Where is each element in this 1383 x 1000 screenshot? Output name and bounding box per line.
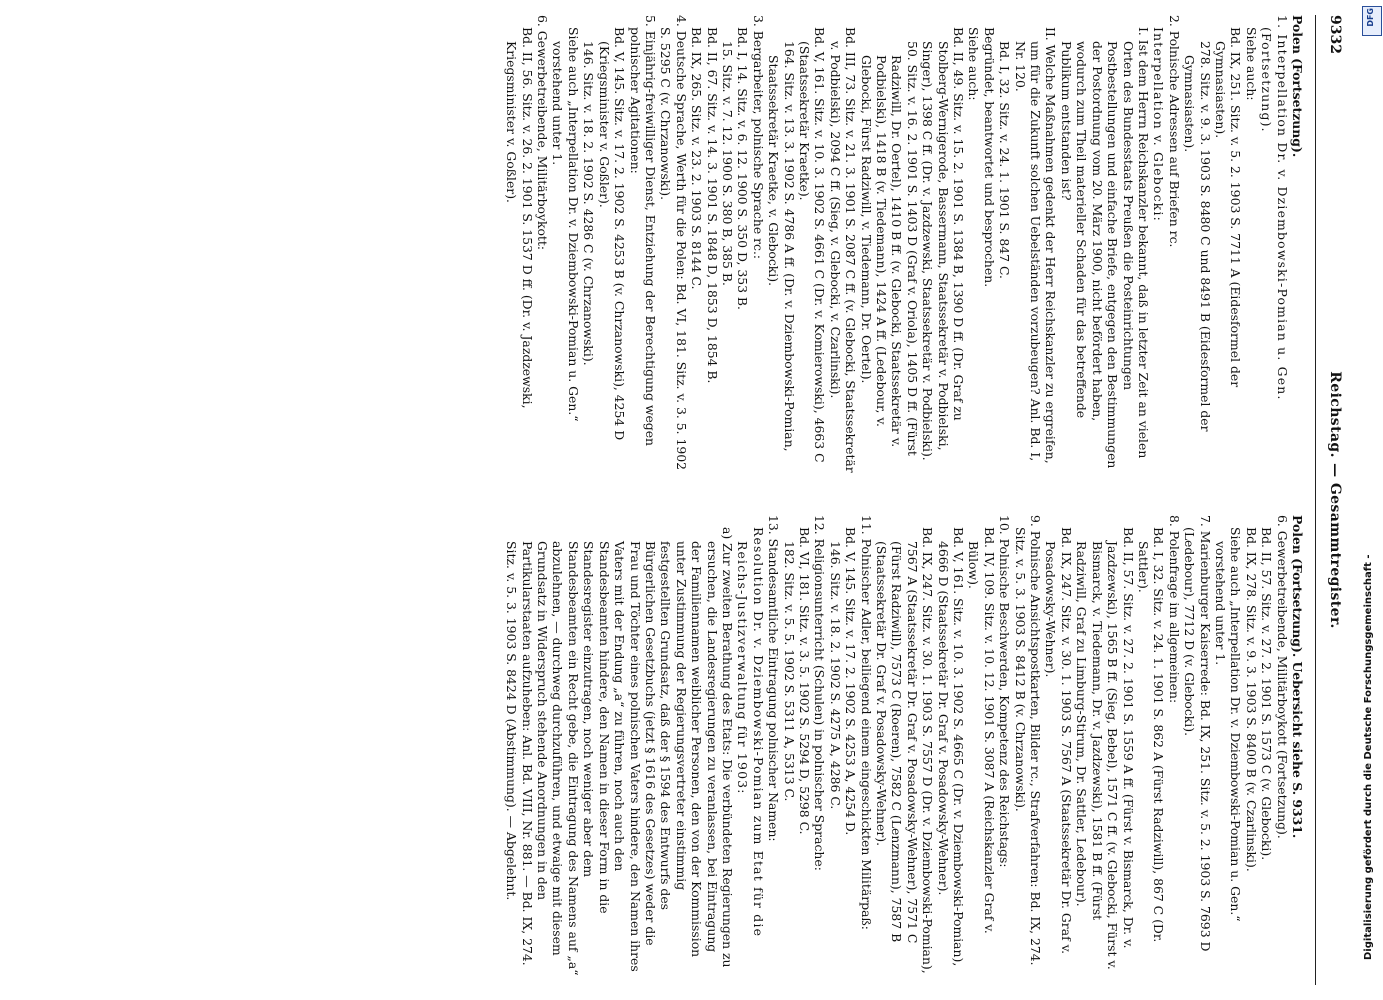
entry-question-1: I. Ist dem Herrn Reichskanzler bekannt, daß in letzter Zeit an vielen Orten des Bundesstaats Preußen die Posteinrichtungen Postbestellungen und einfache Briefe, entgegen den Bestimmungen der Postordnung vom 20. März 1900, nicht befördert haben, wodurch zum Theil materieller Schaden für das betreffende Publikum entstanden ist? [1058, 27, 1151, 469]
entry-siehe-auch: Siehe auch „Interpellation Dr. v. Dziembowski-Pomian u. Gen.“ vorstehend unter 1. [550, 27, 581, 422]
entry-ref: 182. Sitz. v. 5. 5. 1902 S. 5311 A, 5313 C. [781, 541, 797, 802]
dfg-logo-text: DFG [1366, 8, 1375, 27]
page-header [1315, 15, 1350, 985]
entry-ref: 164. Sitz. v. 13. 3. 1902 S. 4786 A ff. (Dr. v. Dziembowski-Pomian, Staatssekretär Kraetke, v. Glebocki). [766, 41, 797, 452]
entry-ref: Bd. V, 145. Sitz. v. 17. 2. 1902 S. 4253 A, 4254 D. [843, 527, 859, 836]
entry-gewerbetreibende: 6. Gewerbetreibende, Militärboykott: [535, 15, 551, 251]
entry-ref: Bd. V, 145. Sitz. v. 17. 2. 1902 S. 4253 B (v. Chrzanowski), 4254 D (Kriegsminister v. Goßler). [596, 27, 628, 441]
right-column [504, 515, 1305, 977]
entry-note: Begründet, beantwortet und besprochen. [981, 27, 997, 288]
entry-ref: Bd. IX, 278. Sitz. v. 9. 3. 1903 S. 8400 B (v. Czarlinski). [1243, 527, 1259, 872]
entry-ref: Bd. II, 57. Sitz. v. 27. 2. 1901 S. 1573 C (v. Glebocki). [1259, 527, 1275, 861]
entry-gewerbetreibende: 6. Gewerbetreibende, Militärboykott (Fortsetzung). [1274, 515, 1290, 839]
entry-siehe-auch: Siehe auch „Interpellation Dr. v. Dziembowski-Pomian u. Gen.“ vorstehend unter 1. [1212, 527, 1244, 922]
entry-ref: Bd. IX, 247. Sitz. v. 30. 1. 1903 S. 7567 A (Staatssekretär Dr. Graf v. Posadowsky-Wehner). [1043, 527, 1074, 955]
dfg-logo [1362, 6, 1382, 36]
entry-einjaehrig: 5. Einjährig-freiwilliger Dienst, Entziehung der Berechtigung wegen polnischer Agitationen: [627, 15, 658, 447]
running-title: Reichstag. — Gesammtregister. [1327, 371, 1343, 629]
entry-ref: Bd. II, 49. Sitz. v. 15. 2. 1901 S. 1384 B, 1390 D ff. (Dr. Graf zu Stolberg-Wernigerode, Bassermann, Staatssekretär v. Podbielski, Singer), 1398 C ff. (Dr. v. Jazdzewski, Staatssekretär v. Podbielski). [920, 27, 967, 461]
entry-ref: Bd. IX, 247. Sitz. v. 30. 1. 1903 S. 7557 D (Dr. v. Dziembowski-Pomian), 7567 A (Staatssekretär Dr. Graf v. Posadowsky-Wehner), 7571 C (Fürst Radziwill), 7573 C (Roeren), 7582 C (Lenzmann), 7587 B (Staatssekretär Dr. Graf v. Posadowsky-Wehner). [874, 527, 936, 974]
funding-note: Digitalisierung gefördert durch die Deutsche Forschungsgemeinschaft - [1363, 554, 1374, 960]
entry-ref: 146. Sitz. v. 18. 2. 1902 S. 4275 A, 4286 C. [827, 541, 843, 810]
scanned-page [50, 15, 1350, 985]
entry-marienburger: 7. Marienburger Kaiserrede: Bd. IX, 251. Sitz. v. 5. 2. 1903 S. 7693 D (Ledebour), 7712 D (v. Glebocki). [1182, 515, 1213, 952]
entry-beschwerden: 10. Polnische Beschwerden, Kompetenz des Reichstags: [997, 515, 1013, 868]
entry-ref: Bd. II, 67. Sitz. v. 14. 3. 1901 S. 1848 D, 1853 D, 1854 B. [704, 27, 720, 384]
entry-ref: Bd. II, 56. Sitz. v. 26. 2. 1901 S. 1537 D ff. (Dr. v. Jazdzewski, Kriegsminister v. Goßler). [504, 27, 535, 409]
entry-resolution: Resolution Dr. v. Dziembowski-Pomian zum Etat für die Reichs-Justizverwaltung für 1903: [735, 527, 766, 938]
entry-bergarbeiter: 3. Bergarbeiter, polnische Sprache rc.: [750, 15, 766, 260]
page-content [50, 15, 1350, 985]
entry-ref: Bd. II, 57. Sitz. v. 27. 2. 1901 S. 1559 A ff. (Fürst v. Bismarck, Dr. v. Jazdzewski), 1565 B ff. (Sieg, Bebel), 1571 C ff. (v. Glebocki, Fürst v. Bismarck, v. Tiedemann, Dr. v. Jazdzewski), 1581 B ff. (Fürst Radziwill, Graf zu Limburg-Stirum, Dr. Sattler, Ledebour). [1074, 527, 1136, 970]
entry-siehe-auch: Siehe auch: [1243, 27, 1259, 101]
entry-ref: Bd. I, 32. Sitz. v. 24. 1. 1901 S. 847 C. [997, 41, 1013, 279]
entry-ref: Bd. IX, 251. Sitz. v. 5. 2. 1903 S. 7711 A (Eidesformel der Gymnasiasten). [1212, 27, 1244, 388]
entry-ref: Bd. IX, 265. Sitz. v. 23. 2. 1903 S. 8144 C. [689, 27, 705, 290]
entry-ref: Bd. V, 161. Sitz. v. 10. 3. 1902 S. 4665 C (Dr. v. Dziembowski-Pomian), 4666 D (Staatssekretär Dr. Graf v. Posadowsky-Wehner). [935, 527, 967, 967]
entry-polen-heading: Polen (Fortsetzung). Uebersicht siehe S. 9331. [1290, 515, 1305, 839]
entry-interpellation-1: 1. Interpellation Dr. v. Dziembowski-Pomian u. Gen. (Fortsetzung). [1259, 15, 1290, 401]
entry-ref: Bd. I, 32. Sitz. v. 24. 1. 1901 S. 862 A (Fürst Radziwill), 867 C (Dr. Sattler). [1135, 527, 1167, 943]
entry-religionsunterricht: 12. Religionsunterricht (Schulen) in polnischer Sprache: [812, 515, 828, 871]
entry-question-2: II. Welche Maßnahmen gedenkt der Herr Reichskanzler zu ergreifen, um für die Zukunft solchen Uebelständen vorzubeugen? Anl. Bd. I, Nr. 120. [1012, 27, 1059, 464]
entry-ref: Bd. I, 14. Sitz. v. 6. 12. 1900 S. 350 D, 353 B. [735, 27, 751, 310]
entry-ref: 146. Sitz. v. 18. 2. 1902 S. 4286 C (v. Chrzanowski). [581, 41, 597, 366]
entry-ansichtspostkarten: 9. Polnische Ansichtspostkarten, Bilder rc., Strafverfahren: Bd. IX, 274. Sitz. v. 5. 3. 1903 S. 8412 B (v. Chrzanowski). [1012, 515, 1044, 966]
entry-adressen: 2. Polnische Adressen auf Briefen rc. [1166, 15, 1182, 248]
left-column [504, 15, 1305, 477]
entry-polenfrage: 8. Polenfrage im allgemeinen: [1166, 515, 1182, 704]
entry-adler: 11. Polnischer Adler, beiliegend einem eingeschickten Militärpaß: [858, 515, 874, 930]
entry-standesamtliche: 13. Standesamtliche Eintragung polnischer Namen: [766, 515, 782, 842]
entry-ref: Bd. IV, 109. Sitz. v. 10. 12. 1901 S. 3087 A (Reichskanzler Graf v. Bülow). [966, 527, 997, 934]
entry-interpellation-glebocki: Interpellation v. Glebocki: [1151, 27, 1167, 222]
entry-ref: Bd. III, 73. Sitz. v. 21. 3. 1901 S. 2087 C ff. (v. Glebocki, Staatssekretär v. Podbielski), 2094 C ff. (Sieg, v. Glebocki, v. Czarlinski). [827, 27, 859, 473]
rotated-page [50, 15, 1350, 985]
entry-deutsche-sprache: 4. Deutsche Sprache, Werth für die Polen: Bd. VI, 181. Sitz. v. 3. 5. 1902 S. 5295 C (v. Chrzanowski). [658, 15, 689, 471]
entry-ref: 50. Sitz. v. 16. 2. 1901 S. 1403 D (Graf v. Oriola), 1405 D ff. (Fürst Radziwill, Dr. Oertel), 1410 B ff. (v. Glebocki, Staatssekretär v. Podbielski), 1418 B (v. Tiedemann), 1424 A ff. (Ledebour, v. Glebocki, Fürst Radziwill, v. Tiedemann, Dr. Oertel). [858, 41, 920, 456]
entry-ref: Bd. V, 161. Sitz. v. 10. 3. 1902 S. 4661 C (Dr. v. Komierowski), 4663 C (Staatssekretär Kraetke). [797, 27, 828, 463]
page-number: 9332 [1327, 15, 1343, 54]
entry-ref: 15. Sitz. v. 7. 12. 1900 S. 380 B, 385 B. [719, 41, 735, 286]
entry-polen-heading: Polen (Fortsetzung). [1290, 15, 1305, 158]
entry-resolution-text: a) Zur zweiten Berathung des Etats: Die verbündeten Regierungen zu ersuchen, die Landesregierungen zu veranlassen, bei Eintragung der Familiennamen weiblicher Personen, den von der Kommission unter Zustimmung der Regierungsvertreter einstimmig festgestellten Grundsatz, daß der § 1594 des Entwurfs des Bürgerlichen Gesetzbuchs (jetzt § 1616 des Gesetzes) weder die Frau und Töchter eines polnischen Vaters hindere, den Namen ihres Vaters mit der Endung „a“ zu führen, noch auch den Standesbeamten hindere, den Namen in dieser Form in die Standesregister einzutragen, noch weniger aber dem Standesbeamten ein Recht gebe, die Eintragung des Namens auf „a“ abzulehnen, — durchweg durchzuführen, und etwaige mit diesem Grundsatz in Widerspruch stehende Anordnungen in den Partikularstaaten aufzuheben: Anl. Bd. VIII, Nr. 881. — Bd. IX, 274. Sitz. v. 5. 3. 1903 S. 8424 D (Abstimmung). — Abgelehnt. [504, 527, 735, 976]
entry-ref: 278. Sitz. v. 9. 3. 1903 S. 8480 C und 8491 B (Eidesformel der Gymnasiasten). [1182, 41, 1213, 432]
entry-siehe-auch: Siehe auch: [966, 27, 982, 101]
entry-ref: Bd. VI, 181. Sitz. v. 3. 5. 1902 S. 5294 D, 5298 C. [797, 527, 812, 835]
